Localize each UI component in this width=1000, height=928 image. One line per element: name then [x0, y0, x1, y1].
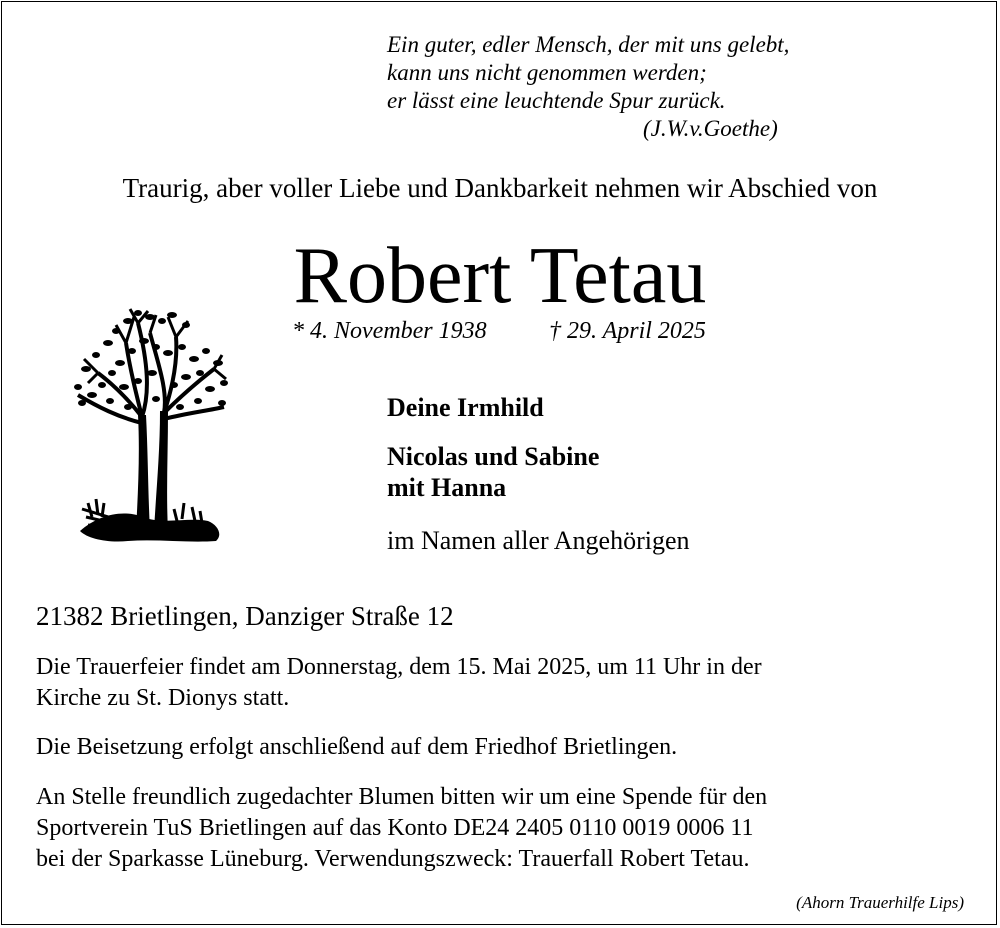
funeral-info: [36, 652, 762, 714]
undertaker-credit: (Ahorn Trauerhilfe Lips): [796, 893, 964, 912]
goethe-quote: [387, 31, 790, 141]
funeral-line: Kirche zu St. Dionys statt.: [36, 685, 290, 711]
family-nicolas-sabine: Nicolas und Sabine: [387, 442, 600, 471]
funeral-line: Die Trauerfeier findet am Donnerstag, dem 15. Mai 2025, um 11 Uhr in der: [36, 654, 762, 680]
quote-line: Ein guter, edler Mensch, der mit uns gelebt,: [387, 32, 790, 57]
burial-line: Die Beisetzung erfolgt anschließend auf dem Friedhof Brietlingen.: [36, 734, 678, 760]
address: 21382 Brietlingen, Danziger Straße 12: [36, 601, 454, 631]
family-irmhild: Deine Irmhild: [387, 393, 544, 422]
donation-line: An Stelle freundlich zugedachter Blumen bitten wir um eine Spende für den: [36, 784, 768, 810]
deceased-name: Robert Tetau: [293, 232, 707, 320]
intro-text: Traurig, aber voller Liebe und Dankbarkeit nehmen wir Abschied von: [122, 173, 878, 203]
quote-author: (J.W.v.Goethe): [643, 116, 778, 141]
burial-info: [36, 732, 677, 763]
birth-date: * 4. November 1938: [292, 318, 487, 344]
family-hanna: mit Hanna: [387, 473, 507, 502]
donation-info: [36, 782, 767, 875]
quote-line: kann uns nicht genommen werden;: [387, 60, 707, 85]
donation-line: Sportverein TuS Brietlingen auf das Konto DE24 2405 0110 0019 0006 11: [36, 815, 754, 841]
death-date: † 29. April 2025: [549, 318, 706, 344]
tree-icon: [68, 303, 232, 549]
quote-line: er lässt eine leuchtende Spur zurück.: [387, 88, 726, 113]
donation-line: bei der Sparkasse Lüneburg. Verwendungszweck: Trauerfall Robert Tetau.: [36, 846, 750, 872]
on-behalf-text: im Namen aller Angehörigen: [387, 526, 690, 555]
